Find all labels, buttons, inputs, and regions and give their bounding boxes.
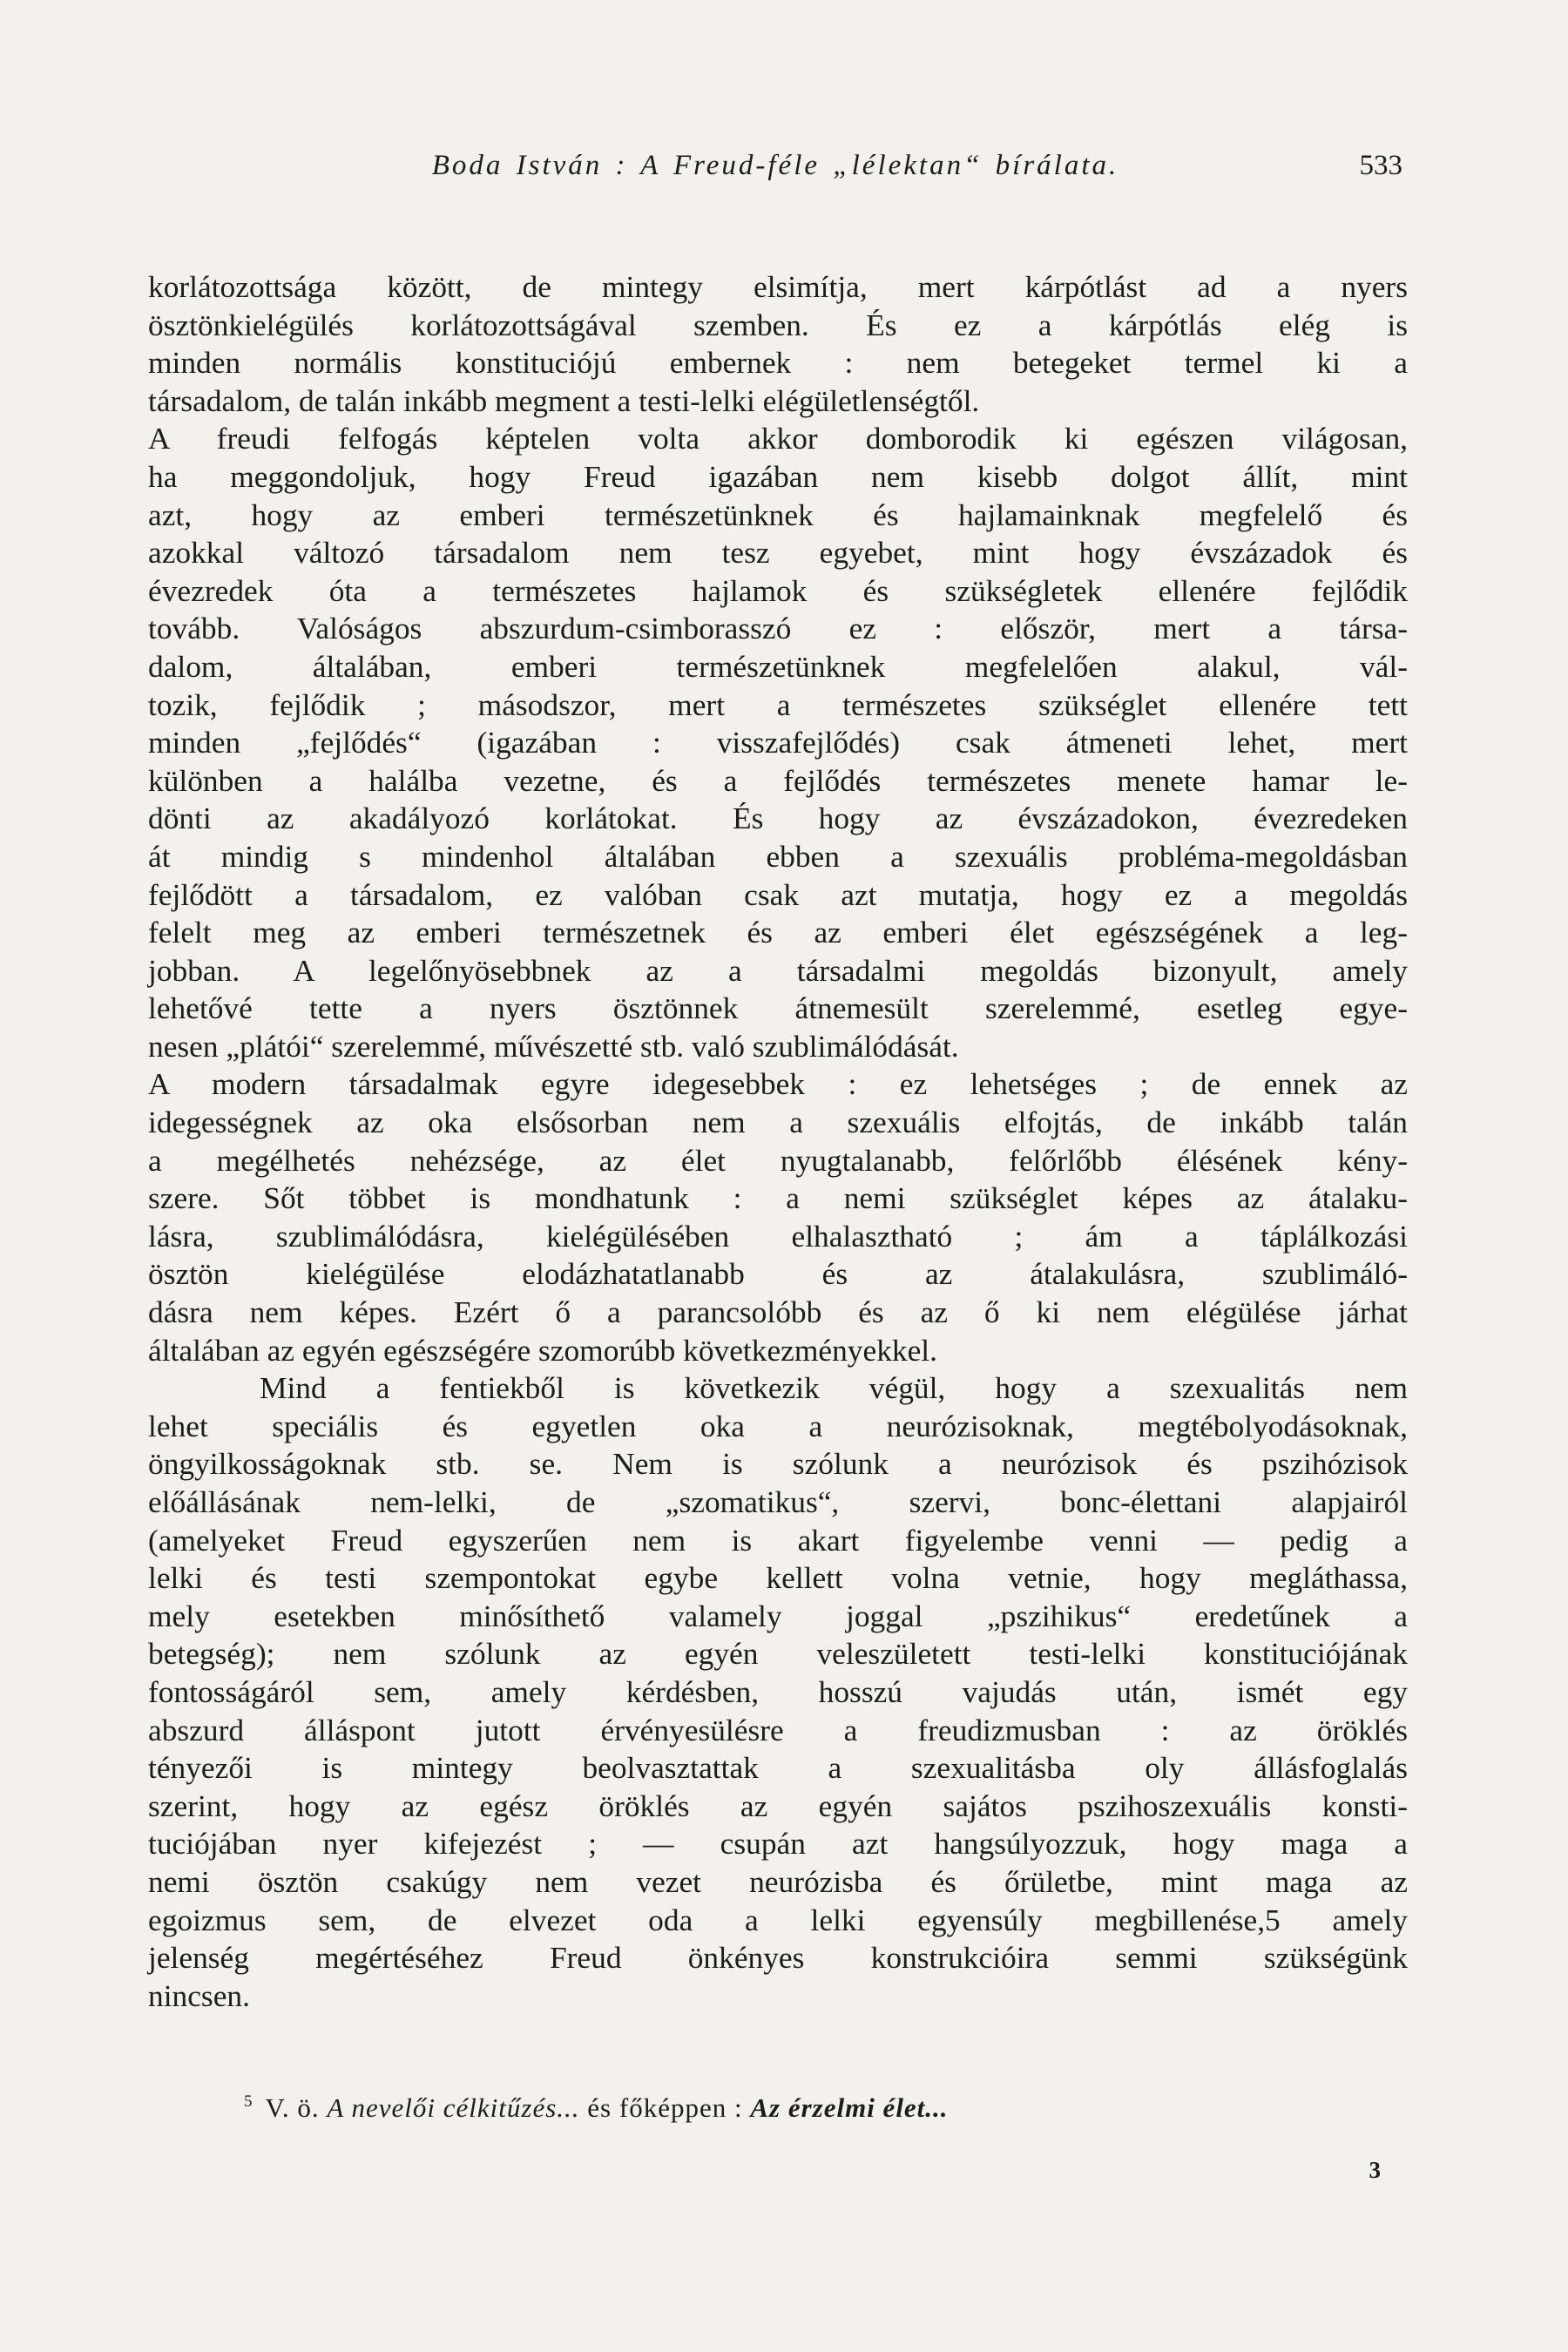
signature-mark: 3 xyxy=(1369,2157,1381,2183)
text-line: nemi ösztön csakúgy nem vezet neurózisba és őrületbe, mint maga az xyxy=(148,1863,1408,1899)
text-line: (amelyeket Freud egyszerűen nem is akart figyelembe venni — pedig a xyxy=(148,1522,1408,1558)
text-line: tuciójában nyer kifejezést ; — csupán azt hangsúlyozzuk, hogy maga a xyxy=(148,1826,1408,1862)
text-line: minden „fejlődés“ (igazában : visszafejlődés) csak átmeneti lehet, mert xyxy=(148,725,1408,760)
text-line: jelenség megértéséhez Freud önkényes konstrukcióira semmi szükségünk xyxy=(148,1940,1408,1976)
text-line: felelt meg az emberi természetnek és az emberi élet egészségének a leg- xyxy=(148,915,1408,950)
text-line: nincsen. xyxy=(148,1977,250,2013)
text-line: azokkal változó társadalom nem tesz egyebet, mint hogy évszázadok és xyxy=(148,535,1408,571)
text-line: általában az egyén egészségére szomorúbb következményekkel. xyxy=(148,1332,937,1368)
text-line: Mind a fentiekből is következik végül, hogy a szexualitás nem xyxy=(260,1370,1408,1406)
text-line: mely esetekben minősíthető valamely joggal „pszihikus“ eredetűnek a xyxy=(148,1598,1408,1633)
text-line: A modern társadalmak egyre idegesebbek : ez lehetséges ; de ennek az xyxy=(148,1066,1408,1102)
footnote xyxy=(244,2092,949,2124)
text-line: dönti az akadályozó korlátokat. És hogy az évszázadokon, évezredeken xyxy=(148,801,1408,836)
footnote-title-1: A nevelői célkitűzés... xyxy=(327,2092,580,2123)
text-line: lelki és testi szempontokat egybe kellett volna vetnie, hogy megláthassa, xyxy=(148,1560,1408,1596)
footnote-middle: és főképpen : xyxy=(587,2092,743,2123)
text-line: idegességnek az oka elsősorban nem a szexuális elfojtás, de inkább talán xyxy=(148,1105,1408,1140)
text-line: társadalom, de talán inkább megment a testi-lelki elégületlenségtől. xyxy=(148,382,980,418)
text-line: azt, hogy az emberi természetünknek és hajlamainknak megfelelő és xyxy=(148,497,1408,532)
text-line: tozik, fejlődik ; másodszor, mert a természetes szükséglet ellenére tett xyxy=(148,686,1408,722)
text-line: lásra, szublimálódásra, kielégülésében elhalasztható ; ám a táplálkozási xyxy=(148,1218,1408,1254)
page-header xyxy=(148,150,1402,192)
footnote-title-2: Az érzelmi élet... xyxy=(750,2092,949,2123)
text-line: évezredek óta a természetes hajlamok és szükségletek ellenére fejlődik xyxy=(148,572,1408,608)
body-text xyxy=(148,268,1408,2015)
text-line: A freudi felfogás képtelen volta akkor domborodik ki egészen világosan, xyxy=(148,421,1408,456)
page-number: 533 xyxy=(1359,150,1402,181)
text-line: öngyilkosságoknak stb. se. Nem is szólunk a neurózisok és pszihózisok xyxy=(148,1446,1408,1482)
text-line: egoizmus sem, de elvezet oda a lelki egyensúly megbillenése,5 amely xyxy=(148,1902,1408,1937)
text-line: lehetővé tette a nyers ösztönnek átnemesült szerelemmé, esetleg egye- xyxy=(148,990,1408,1026)
text-line: szerint, hogy az egész öröklés az egyén sajátos pszihoszexuális konsti- xyxy=(148,1788,1408,1823)
text-line: át mindig s mindenhol általában ebben a szexuális probléma-megoldásban xyxy=(148,838,1408,874)
text-line: korlátozottsága között, de mintegy elsimítja, mert kárpótlást ad a nyers xyxy=(148,269,1408,304)
text-line: fejlődött a társadalom, ez valóban csak azt mutatja, hogy ez a megoldás xyxy=(148,876,1408,912)
text-line: előállásának nem-lelki, de „szomatikus“, szervi, bonc-élettani alapjairól xyxy=(148,1484,1408,1519)
text-line: fontosságáról sem, amely kérdésben, hosszú vajudás után, ismét egy xyxy=(148,1673,1408,1709)
running-title: Boda István : A Freud-féle „lélektan“ bírálata. xyxy=(431,150,1119,181)
footnote-mark: 5 xyxy=(244,2092,253,2111)
text-line: lehet speciális és egyetlen oka a neurózisoknak, megtébolyodásoknak, xyxy=(148,1408,1408,1443)
text-line: tovább. Valóságos abszurdum-csimborasszó ez : először, mert a társa- xyxy=(148,611,1408,646)
text-line: különben a halálba vezetne, és a fejlődés természetes menete hamar le- xyxy=(148,762,1408,798)
text-line: nesen „plátói“ szerelemmé, művészetté stb. való szublimálódását. xyxy=(148,1028,959,1064)
text-line: szere. Sőt többet is mondhatunk : a nemi szükséglet képes az átalaku- xyxy=(148,1180,1408,1216)
text-line: tényezői is mintegy beolvasztattak a szexualitásba oly állásfoglalás xyxy=(148,1750,1408,1786)
text-line: ösztön kielégülése elodázhatatlanabb és az átalakulásra, szublimáló- xyxy=(148,1256,1408,1292)
text-line: ha meggondoljuk, hogy Freud igazában nem kisebb dolgot állít, mint xyxy=(148,458,1408,494)
text-line: dalom, általában, emberi természetünknek megfelelően alakul, vál- xyxy=(148,648,1408,684)
text-line: ösztönkielégülés korlátozottságával szemben. És ez a kárpótlás elég is xyxy=(148,307,1408,342)
text-line: jobban. A legelőnyösebbnek az a társadalmi megoldás bizonyult, amely xyxy=(148,952,1408,988)
text-line: minden normális konstituciójú embernek : nem betegeket termel ki a xyxy=(148,345,1408,381)
text-line: abszurd álláspont jutott érvényesülésre a freudizmusban : az öröklés xyxy=(148,1712,1408,1747)
text-line: dásra nem képes. Ezért ő a parancsolóbb és az ő ki nem elégülése járhat xyxy=(148,1294,1408,1330)
text-line: a megélhetés nehézsége, az élet nyugtalanabb, felőrlőbb élésének kény- xyxy=(148,1142,1408,1178)
text-line: betegség); nem szólunk az egyén veleszületett testi-lelki konstituciójának xyxy=(148,1636,1408,1672)
footnote-prefix: V. ö. xyxy=(265,2092,320,2123)
